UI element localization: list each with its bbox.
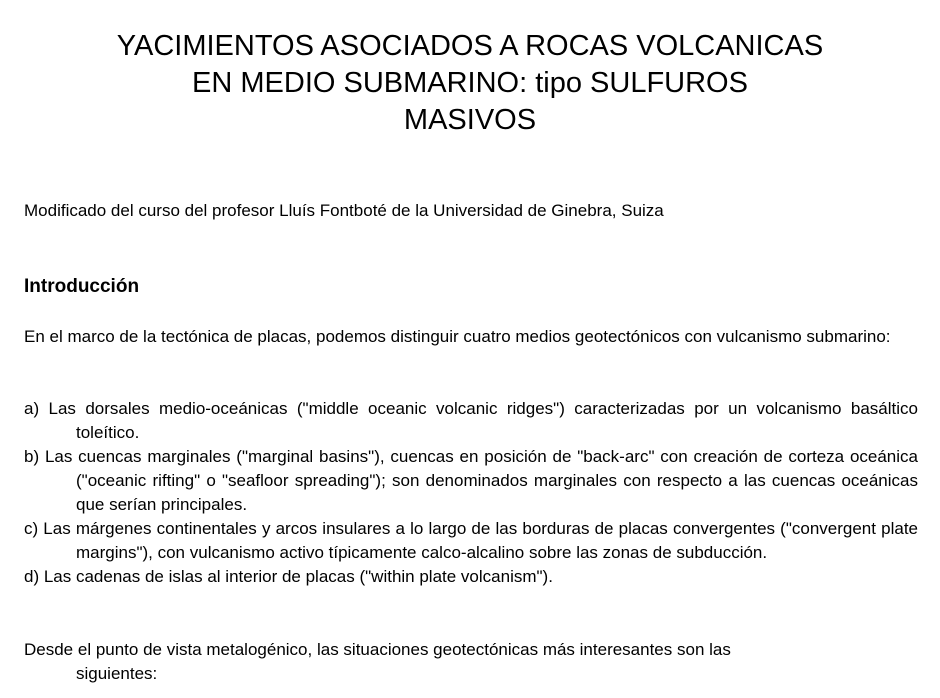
list-item-c: c) Las márgenes continentales y arcos insulares a lo largo de las borduras de placas convergentes ("convergent plate margins"), con vulcanismo activo típicamente calco-alcalino sobre las zonas de subducción. [24,519,918,562]
document-title [20,28,920,139]
geotectonic-settings-list [24,397,918,589]
list-item-a: a) Las dorsales medio-oceánicas ("middle oceanic volcanic ridges") caracterizadas por un volcanismo basáltico toleítico. [24,399,918,442]
attribution-line: Modificado del curso del profesor Lluís Fontboté de la Universidad de Ginebra, Suiza [24,201,664,220]
title-line-1: YACIMIENTOS ASOCIADOS A ROCAS VOLCANICAS [116,30,824,62]
closing-paragraph [24,638,918,686]
list-item-d: d) Las cadenas de islas al interior de placas ("within plate volcanism"). [24,567,553,586]
closing-paragraph-line-1: Desde el punto de vista metalogénico, las situaciones geotectónicas más interesantes son las [24,640,731,659]
title-line-3: MASIVOS [403,104,537,136]
section-heading: Introducción [24,276,140,297]
intro-paragraph: En el marco de la tectónica de placas, podemos distinguir cuatro medios geotectónicos con vulcanismo submarino: [24,327,891,346]
title-line-2: EN MEDIO SUBMARINO: tipo SULFUROS [192,67,748,99]
list-item-b: b) Las cuencas marginales ("marginal basins"), cuencas en posición de "back-arc" con creación de corteza oceánica ("oceanic rifting" o "seafloor spreading"); son denominados marginales con respecto a las cuencas oceánicas que serían principales. [24,447,918,514]
closing-paragraph-line-2: siguientes: [76,664,158,683]
